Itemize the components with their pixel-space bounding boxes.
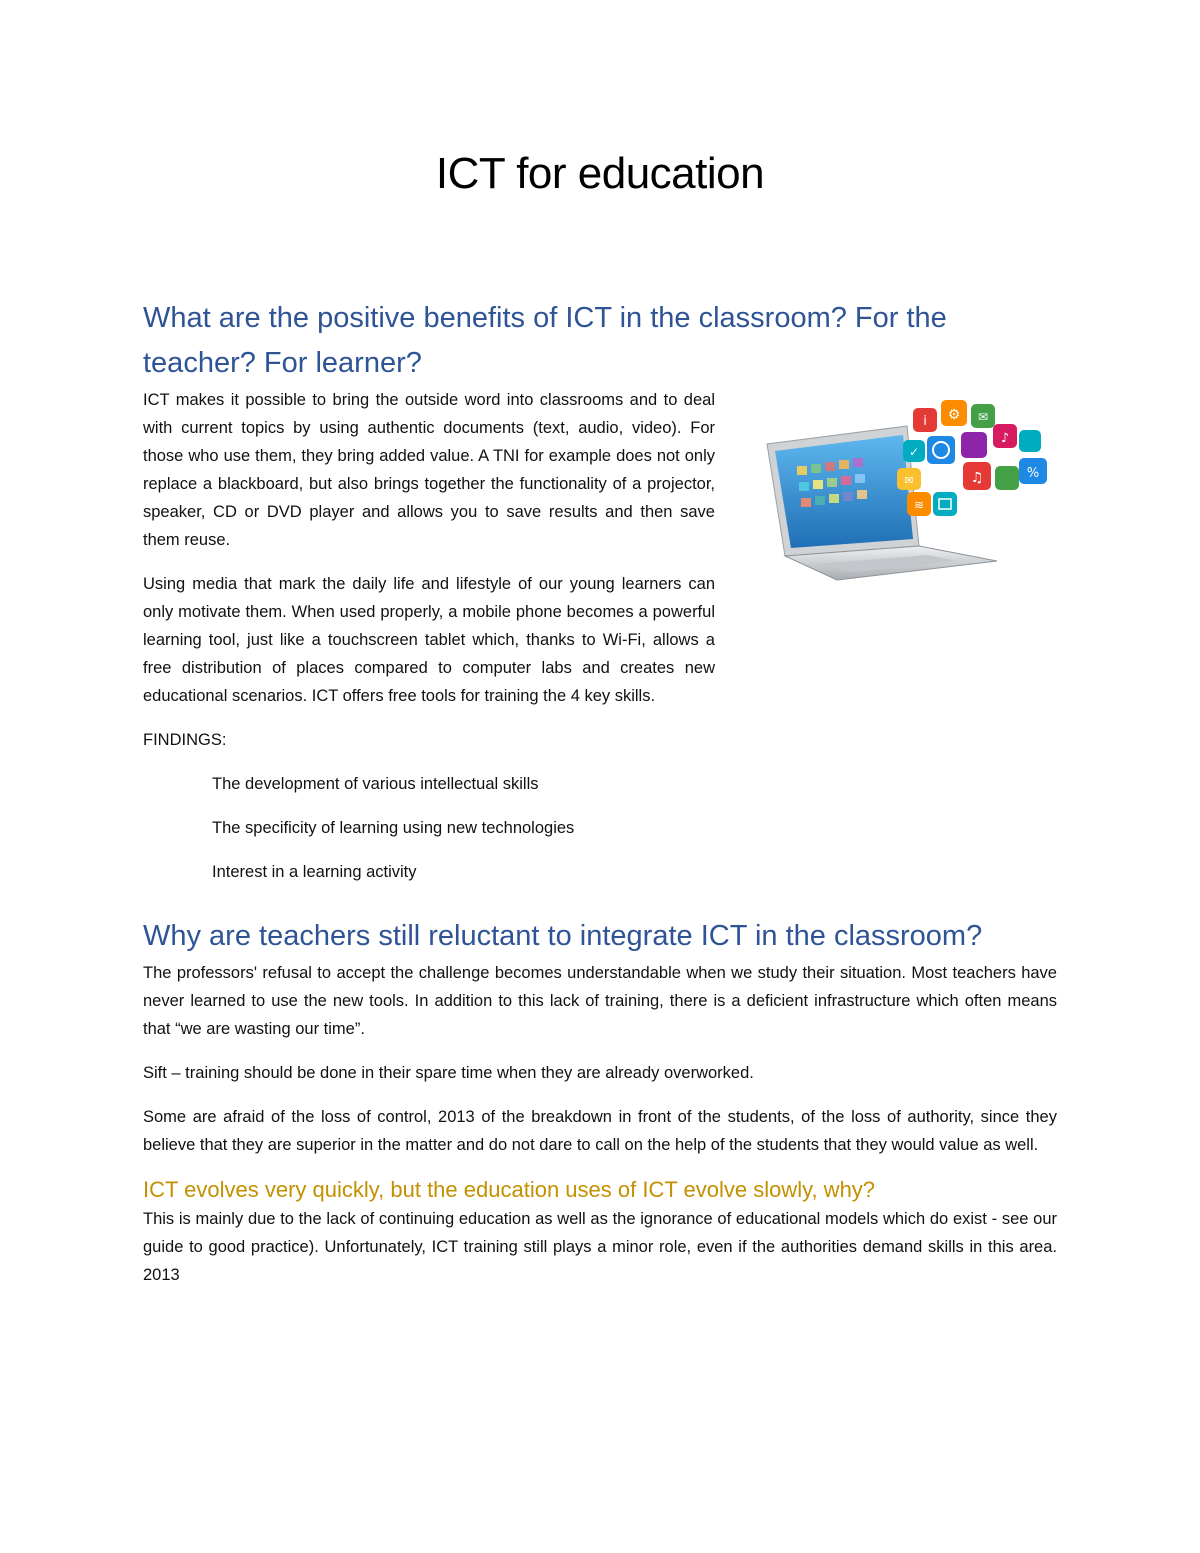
app-icons (897, 400, 1047, 516)
svg-text:%: % (1026, 466, 1040, 481)
evolution-paragraph: This is mainly due to the lack of continuing education as well as the ignorance of educational models which do exist - see our guide to good practice). Unfortunately, ICT training still plays a minor role, even if the authorities demand skills in this area. 2013 (143, 1210, 1057, 1284)
reluctance-paragraph-2: Sift – training should be done in their spare time when they are already overworked. (143, 1064, 754, 1082)
section-heading-reluctance: Why are teachers still reluctant to integrate ICT in the classroom? (143, 920, 983, 952)
section-heading-benefits: What are the positive benefits of ICT in the classroom? For the teacher? For learner? (143, 302, 947, 379)
section-heading-evolution: ICT evolves very quickly, but the education uses of ICT evolve slowly, why? (143, 1177, 876, 1202)
svg-text:♫: ♫ (970, 470, 984, 486)
laptop-illustration (757, 396, 1057, 586)
finding-item: The specificity of learning using new technologies (212, 819, 575, 837)
svg-text:i: i (923, 414, 927, 429)
finding-item: Interest in a learning activity (212, 863, 417, 881)
svg-text:≋: ≋ (913, 498, 925, 512)
svg-text:♪: ♪ (1000, 431, 1010, 446)
svg-text:✉: ✉ (904, 474, 914, 487)
svg-text:✉: ✉ (977, 410, 989, 424)
svg-text:✓: ✓ (908, 445, 920, 459)
svg-text:⚙: ⚙ (947, 407, 961, 423)
tools-icon (1019, 430, 1041, 452)
document-title: ICT for education (435, 149, 765, 198)
finding-item: The development of various intellectual skills (212, 775, 539, 793)
photo-icon (933, 492, 957, 516)
cloud-icon (961, 432, 987, 458)
reluctance-paragraph-3: Some are afraid of the loss of control, 2013 of the breakdown in front of the students, of the loss of authority, since they believe that they are superior in the matter and do not dare to call on the help of the students that they would value as well. (143, 1108, 1057, 1154)
benefits-paragraph-1: ICT makes it possible to bring the outside word into classrooms and to deal with current topics by using authentic documents (text, audio, video). For those who use them, they bring added value. A TNI for example does not only replace a blackboard, but also brings together the functionality of a projector, speaker, CD or DVD player and allows you to save results and then save them reuse. (143, 391, 715, 549)
cart-icon (995, 466, 1019, 490)
findings-label: FINDINGS: (143, 731, 227, 749)
globe-icon (927, 436, 955, 464)
benefits-paragraph-2: Using media that mark the daily life and lifestyle of our young learners can only motivate them. When used properly, a mobile phone becomes a powerful learning tool, just like a touchscreen tablet which, thanks to Wi-Fi, allows a free distribution of places compared to computer labs and creates new educational scenarios. ICT offers free tools for training the 4 key skills. (143, 575, 715, 705)
reluctance-paragraph-1: The professors' refusal to accept the challenge becomes understandable when we study their situation. Most teachers have never learned to use the new tools. In addition to this lack of training, there is a deficient infrastructure which often means that “we are wasting our time”. (143, 964, 1057, 1038)
document-body (143, 296, 1057, 1289)
